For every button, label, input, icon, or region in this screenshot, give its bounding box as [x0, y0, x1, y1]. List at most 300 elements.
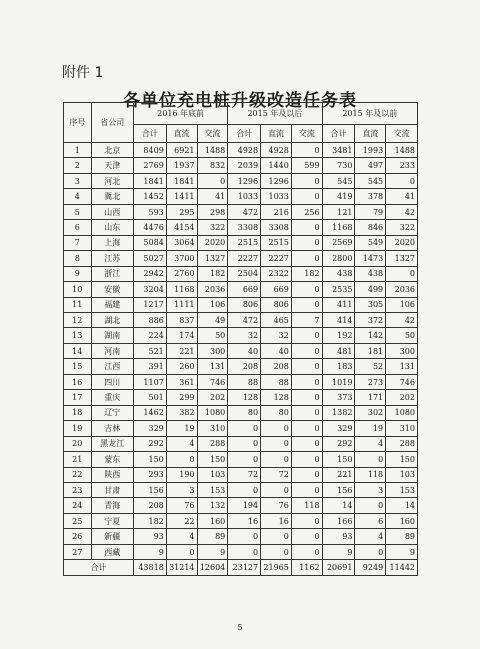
table-row [64, 359, 418, 374]
row-value: 465 [261, 312, 292, 327]
row-company: 宁夏 [91, 513, 133, 528]
row-index: 16 [64, 374, 92, 389]
row-value: 1217 [133, 297, 166, 312]
row-value: 2039 [228, 158, 261, 173]
row-value: 9 [386, 544, 418, 559]
row-value: 106 [386, 297, 418, 312]
row-company: 浙江 [91, 266, 133, 281]
row-value: 150 [386, 452, 418, 467]
row-index: 12 [64, 312, 92, 327]
row-value: 545 [355, 173, 386, 188]
row-value: 382 [166, 405, 197, 420]
row-value: 669 [228, 282, 261, 297]
total-value: 43818 [133, 560, 166, 576]
row-value: 76 [261, 498, 292, 513]
row-index: 7 [64, 235, 92, 250]
row-value: 72 [228, 467, 261, 482]
table-row [64, 328, 418, 343]
row-value: 40 [228, 343, 261, 358]
row-value: 1296 [261, 173, 292, 188]
row-value: 373 [322, 390, 355, 405]
row-value: 0 [386, 173, 418, 188]
row-value: 9 [133, 544, 166, 559]
row-value: 182 [197, 266, 228, 281]
table-row [64, 251, 418, 266]
table-row [64, 436, 418, 451]
row-value: 2515 [228, 235, 261, 250]
row-value: 746 [386, 374, 418, 389]
row-value: 41 [386, 189, 418, 204]
table-row [64, 374, 418, 389]
row-value: 4 [166, 436, 197, 451]
row-value: 2569 [322, 235, 355, 250]
row-value: 1327 [197, 251, 228, 266]
header-index: 序号 [64, 103, 92, 143]
header-group-2015-before: 2015 年及以前 [322, 103, 417, 125]
row-value: 3308 [228, 220, 261, 235]
row-value: 79 [355, 204, 386, 219]
row-value: 0 [291, 173, 322, 188]
header-group-2015-after: 2015 年及以后 [228, 103, 322, 125]
total-value: 9249 [355, 560, 386, 576]
row-value: 414 [322, 312, 355, 327]
row-value: 2036 [197, 282, 228, 297]
row-index: 10 [64, 282, 92, 297]
header-sub-dc: 直流 [166, 125, 197, 143]
row-value: 1080 [386, 405, 418, 420]
row-value: 52 [355, 359, 386, 374]
row-value: 76 [166, 498, 197, 513]
row-value: 499 [355, 282, 386, 297]
row-value: 7 [291, 312, 322, 327]
row-value: 292 [133, 436, 166, 451]
row-value: 2535 [322, 282, 355, 297]
row-value: 310 [386, 421, 418, 436]
row-value: 0 [291, 282, 322, 297]
row-value: 1327 [386, 251, 418, 266]
row-value: 472 [228, 312, 261, 327]
row-value: 549 [355, 235, 386, 250]
row-value: 190 [166, 467, 197, 482]
row-value: 0 [291, 482, 322, 497]
row-value: 1841 [133, 173, 166, 188]
row-company: 河北 [91, 173, 133, 188]
row-value: 19 [355, 421, 386, 436]
row-company: 蒙东 [91, 452, 133, 467]
row-value: 260 [166, 359, 197, 374]
row-value: 0 [261, 544, 292, 559]
row-value: 2942 [133, 266, 166, 281]
row-company: 四川 [91, 374, 133, 389]
row-value: 419 [322, 189, 355, 204]
row-value: 88 [261, 374, 292, 389]
row-value: 1473 [355, 251, 386, 266]
row-value: 2769 [133, 158, 166, 173]
row-value: 599 [291, 158, 322, 173]
total-row [64, 560, 418, 576]
row-value: 103 [386, 467, 418, 482]
row-company: 安徽 [91, 282, 133, 297]
row-value: 221 [322, 467, 355, 482]
row-value: 183 [322, 359, 355, 374]
table-row [64, 173, 418, 188]
row-index: 27 [64, 544, 92, 559]
total-value: 20691 [322, 560, 355, 576]
row-value: 181 [355, 343, 386, 358]
row-value: 0 [228, 436, 261, 451]
row-value: 0 [291, 421, 322, 436]
row-value: 5084 [133, 235, 166, 250]
row-company: 湖南 [91, 328, 133, 343]
row-value: 501 [133, 390, 166, 405]
row-value: 0 [291, 452, 322, 467]
row-value: 150 [133, 452, 166, 467]
row-value: 0 [355, 544, 386, 559]
row-value: 40 [261, 343, 292, 358]
row-value: 545 [322, 173, 355, 188]
row-company: 上海 [91, 235, 133, 250]
row-value: 194 [228, 498, 261, 513]
row-value: 32 [261, 328, 292, 343]
header-sub-total: 合计 [228, 125, 261, 143]
row-value: 669 [261, 282, 292, 297]
row-value: 150 [197, 452, 228, 467]
table-row [64, 312, 418, 327]
row-value: 221 [166, 343, 197, 358]
row-value: 16 [228, 513, 261, 528]
row-value: 2020 [197, 235, 228, 250]
row-value: 19 [166, 421, 197, 436]
row-value: 0 [261, 529, 292, 544]
total-value: 31214 [166, 560, 197, 576]
header-sub-ac: 交流 [386, 125, 418, 143]
row-value: 832 [197, 158, 228, 173]
row-value: 329 [322, 421, 355, 436]
row-company: 福建 [91, 297, 133, 312]
row-value: 88 [228, 374, 261, 389]
row-value: 1033 [228, 189, 261, 204]
total-value: 23127 [228, 560, 261, 576]
row-value: 0 [291, 467, 322, 482]
row-company: 新疆 [91, 529, 133, 544]
row-value: 131 [197, 359, 228, 374]
row-value: 0 [291, 189, 322, 204]
row-value: 322 [197, 220, 228, 235]
row-index: 21 [64, 452, 92, 467]
row-value: 0 [166, 452, 197, 467]
row-value: 80 [261, 405, 292, 420]
table-row [64, 390, 418, 405]
row-value: 32 [228, 328, 261, 343]
row-value: 42 [386, 204, 418, 219]
row-value: 1841 [166, 173, 197, 188]
row-value: 0 [291, 220, 322, 235]
row-company: 西藏 [91, 544, 133, 559]
row-value: 0 [166, 544, 197, 559]
attachment-label: 附件 1 [62, 65, 104, 81]
row-value: 4 [355, 529, 386, 544]
row-value: 0 [291, 436, 322, 451]
header-company: 省公司 [91, 103, 133, 143]
row-value: 1019 [322, 374, 355, 389]
row-value: 1440 [261, 158, 292, 173]
row-value: 174 [166, 328, 197, 343]
row-value: 322 [386, 220, 418, 235]
row-value: 2800 [322, 251, 355, 266]
row-value: 302 [355, 405, 386, 420]
table-row [64, 266, 418, 281]
row-index: 17 [64, 390, 92, 405]
row-value: 0 [291, 529, 322, 544]
row-index: 22 [64, 467, 92, 482]
total-label: 合计 [64, 560, 134, 576]
row-index: 20 [64, 436, 92, 451]
row-value: 22 [166, 513, 197, 528]
row-value: 593 [133, 204, 166, 219]
row-value: 1033 [261, 189, 292, 204]
row-value: 0 [355, 498, 386, 513]
row-company: 江西 [91, 359, 133, 374]
row-value: 118 [355, 467, 386, 482]
row-value: 16 [261, 513, 292, 528]
table-row [64, 452, 418, 467]
row-index: 25 [64, 513, 92, 528]
row-company: 天津 [91, 158, 133, 173]
row-value: 288 [386, 436, 418, 451]
row-value: 837 [166, 312, 197, 327]
row-value: 41 [197, 189, 228, 204]
row-value: 0 [291, 374, 322, 389]
row-value: 233 [386, 158, 418, 173]
header-sub-dc: 直流 [355, 125, 386, 143]
total-value: 21965 [261, 560, 292, 576]
row-value: 481 [322, 343, 355, 358]
row-value: 72 [261, 467, 292, 482]
row-value: 103 [197, 467, 228, 482]
row-value: 14 [322, 498, 355, 513]
row-value: 93 [133, 529, 166, 544]
row-value: 299 [166, 390, 197, 405]
row-value: 2227 [261, 251, 292, 266]
table-row [64, 220, 418, 235]
row-company: 黑龙江 [91, 436, 133, 451]
row-value: 80 [228, 405, 261, 420]
row-value: 2504 [228, 266, 261, 281]
row-value: 329 [133, 421, 166, 436]
row-value: 153 [386, 482, 418, 497]
row-index: 13 [64, 328, 92, 343]
row-value: 1452 [133, 189, 166, 204]
row-value: 208 [228, 359, 261, 374]
row-value: 305 [355, 297, 386, 312]
row-value: 4 [355, 436, 386, 451]
row-index: 9 [64, 266, 92, 281]
row-value: 806 [228, 297, 261, 312]
row-value: 3204 [133, 282, 166, 297]
row-value: 2036 [386, 282, 418, 297]
row-value: 216 [261, 204, 292, 219]
row-value: 288 [197, 436, 228, 451]
page-title: 各单位充电桩升级改造任务表 [123, 91, 357, 111]
table-row [64, 467, 418, 482]
row-value: 50 [197, 328, 228, 343]
row-value: 132 [197, 498, 228, 513]
row-value: 3700 [166, 251, 197, 266]
row-index: 5 [64, 204, 92, 219]
row-value: 1462 [133, 405, 166, 420]
row-value: 0 [261, 482, 292, 497]
row-value: 0 [197, 173, 228, 188]
row-value: 6 [355, 513, 386, 528]
row-value: 730 [322, 158, 355, 173]
table-row [64, 343, 418, 358]
row-value: 0 [291, 235, 322, 250]
row-value: 4928 [228, 143, 261, 158]
row-index: 6 [64, 220, 92, 235]
row-value: 171 [355, 390, 386, 405]
row-value: 224 [133, 328, 166, 343]
table-row [64, 282, 418, 297]
row-company: 辽宁 [91, 405, 133, 420]
row-value: 1168 [166, 282, 197, 297]
row-value: 472 [228, 204, 261, 219]
row-company: 吉林 [91, 421, 133, 436]
row-value: 1937 [166, 158, 197, 173]
row-value: 202 [386, 390, 418, 405]
row-value: 0 [291, 251, 322, 266]
row-value: 0 [291, 359, 322, 374]
row-value: 1382 [322, 405, 355, 420]
row-value: 438 [322, 266, 355, 281]
row-value: 292 [322, 436, 355, 451]
row-value: 14 [386, 498, 418, 513]
row-index: 8 [64, 251, 92, 266]
row-value: 521 [133, 343, 166, 358]
row-value: 300 [197, 343, 228, 358]
row-value: 9 [197, 544, 228, 559]
table-row [64, 297, 418, 312]
row-value: 0 [228, 529, 261, 544]
row-value: 846 [355, 220, 386, 235]
row-value: 182 [133, 513, 166, 528]
row-value: 153 [197, 482, 228, 497]
table-row [64, 529, 418, 544]
row-company: 湖北 [91, 312, 133, 327]
row-value: 106 [197, 297, 228, 312]
row-value: 160 [197, 513, 228, 528]
row-company: 冀北 [91, 189, 133, 204]
row-value: 50 [386, 328, 418, 343]
row-value: 0 [228, 452, 261, 467]
row-index: 23 [64, 482, 92, 497]
row-value: 2760 [166, 266, 197, 281]
row-value: 6921 [166, 143, 197, 158]
table-row [64, 158, 418, 173]
row-value: 3 [355, 482, 386, 497]
row-value: 886 [133, 312, 166, 327]
row-value: 1993 [355, 143, 386, 158]
row-index: 11 [64, 297, 92, 312]
row-index: 24 [64, 498, 92, 513]
table-row [64, 143, 418, 158]
row-value: 2515 [261, 235, 292, 250]
row-value: 192 [322, 328, 355, 343]
row-value: 0 [355, 452, 386, 467]
row-value: 93 [322, 529, 355, 544]
row-company: 山东 [91, 220, 133, 235]
table-row [64, 405, 418, 420]
row-value: 4928 [261, 143, 292, 158]
row-value: 4476 [133, 220, 166, 235]
row-company: 河南 [91, 343, 133, 358]
row-index: 3 [64, 173, 92, 188]
row-value: 128 [228, 390, 261, 405]
row-value: 0 [386, 266, 418, 281]
row-value: 391 [133, 359, 166, 374]
row-value: 372 [355, 312, 386, 327]
row-value: 1107 [133, 374, 166, 389]
row-value: 256 [291, 204, 322, 219]
row-value: 208 [261, 359, 292, 374]
table-row [64, 189, 418, 204]
row-value: 0 [291, 513, 322, 528]
table-row [64, 544, 418, 559]
row-value: 150 [322, 452, 355, 467]
total-value: 1162 [291, 560, 322, 576]
row-value: 128 [261, 390, 292, 405]
row-company: 重庆 [91, 390, 133, 405]
row-company: 甘肃 [91, 482, 133, 497]
row-value: 298 [197, 204, 228, 219]
row-value: 0 [291, 297, 322, 312]
row-value: 0 [291, 328, 322, 343]
row-value: 273 [355, 374, 386, 389]
row-value: 9 [322, 544, 355, 559]
row-value: 0 [291, 143, 322, 158]
task-table [63, 102, 418, 576]
row-index: 18 [64, 405, 92, 420]
row-value: 300 [386, 343, 418, 358]
header-sub-ac: 交流 [291, 125, 322, 143]
row-value: 0 [291, 390, 322, 405]
row-value: 49 [197, 312, 228, 327]
row-value: 0 [228, 482, 261, 497]
row-value: 0 [291, 405, 322, 420]
row-value: 2322 [261, 266, 292, 281]
row-index: 26 [64, 529, 92, 544]
row-value: 361 [166, 374, 197, 389]
row-value: 1488 [197, 143, 228, 158]
row-value: 378 [355, 189, 386, 204]
total-value: 11442 [386, 560, 418, 576]
row-value: 0 [291, 544, 322, 559]
table-row [64, 204, 418, 219]
row-value: 0 [291, 343, 322, 358]
row-value: 3 [166, 482, 197, 497]
row-value: 0 [261, 436, 292, 451]
table-row [64, 498, 418, 513]
header-group-2016: 2016 年底前 [133, 103, 227, 125]
row-value: 131 [386, 359, 418, 374]
row-value: 5027 [133, 251, 166, 266]
row-value: 4 [166, 529, 197, 544]
row-value: 42 [386, 312, 418, 327]
table-row [64, 482, 418, 497]
row-value: 142 [355, 328, 386, 343]
header-sub-total: 合计 [133, 125, 166, 143]
row-value: 1296 [228, 173, 261, 188]
row-value: 0 [261, 452, 292, 467]
